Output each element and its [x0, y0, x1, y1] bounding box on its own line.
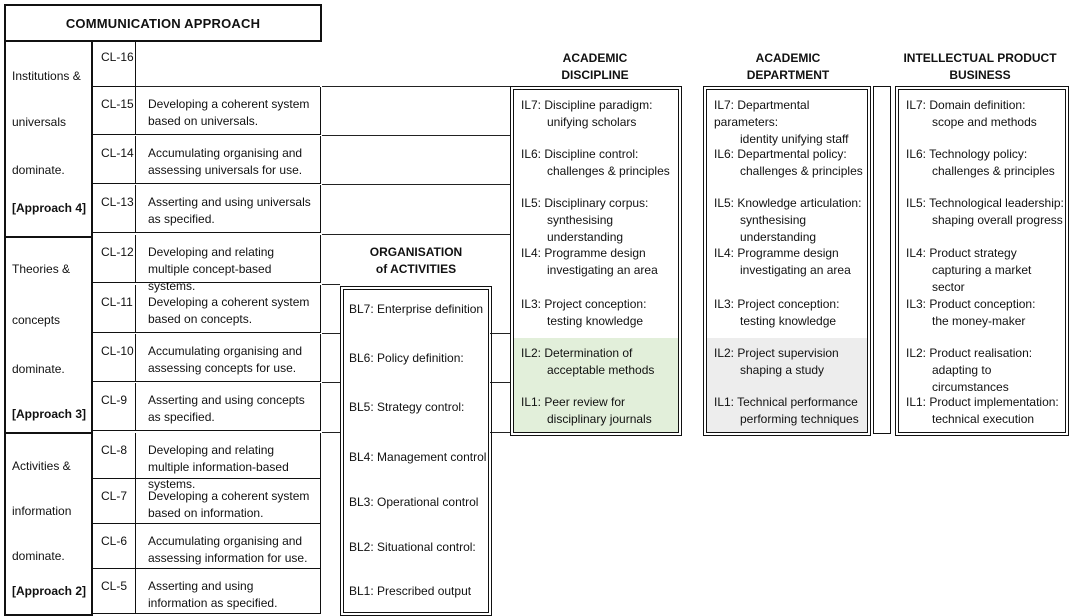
intellectual-level-item-highlighted [707, 338, 867, 387]
column-box-business [895, 86, 1069, 436]
intellectual-level-item [899, 289, 1065, 338]
item-line: IL4: Programme design [521, 246, 646, 260]
connector-line [322, 184, 510, 185]
intellectual-level-item-highlighted [514, 338, 678, 387]
band-line: information [12, 504, 72, 518]
intellectual-level-item [899, 90, 1065, 139]
column-heading-line: ACADEMIC [562, 51, 628, 65]
level-description: Developing and relating multiple information-based systems. [136, 433, 321, 479]
item-line: investigating an area [547, 263, 658, 277]
level-code: CL-7 [91, 479, 136, 524]
approach-label: [Approach 3] [12, 407, 87, 421]
intellectual-level-item [514, 188, 678, 244]
item-line: IL6: Technology policy: [906, 147, 1028, 161]
intellectual-level-item [514, 90, 678, 139]
band-line: Theories & [12, 262, 71, 276]
item-line: shaping overall progress [932, 213, 1063, 227]
column-box-inner [513, 89, 679, 433]
level-code: CL-12 [91, 235, 136, 283]
column-heading-discipline [510, 50, 680, 84]
item-line: technical execution [932, 412, 1035, 426]
item-line: adapting to circumstances [932, 363, 1009, 394]
column-heading-line: DISCIPLINE [561, 68, 629, 82]
connector-line [490, 432, 510, 433]
connector-line [322, 234, 510, 235]
item-line: identity unifying staff [740, 132, 849, 146]
item-line: IL3: Product conception: [906, 297, 1036, 311]
intellectual-level-item [899, 139, 1065, 188]
item-line: IL2: Project supervision [714, 346, 839, 360]
level-description: Developing a coherent system based on universals. [136, 87, 321, 135]
organisation-box [340, 286, 492, 616]
item-line: IL6: Discipline control: [521, 147, 639, 161]
level-description: Accumulating organising and assessing universals for use. [136, 136, 321, 184]
level-code: CL-8 [91, 433, 136, 479]
item-line: synthesising understanding [740, 213, 817, 244]
intellectual-level-item [899, 387, 1065, 432]
intellectual-level-item [707, 188, 867, 244]
item-line: IL1: Product implementation: [906, 395, 1059, 409]
intellectual-level-item [514, 238, 678, 287]
business-level-item: BL6: Policy definition: [349, 351, 464, 365]
item-line: disciplinary journals [547, 412, 652, 426]
business-level-item: BL1: Prescribed output [349, 584, 472, 598]
diagram-title: COMMUNICATION APPROACH [4, 4, 322, 42]
connector-line [322, 284, 340, 285]
item-line: investigating an area [740, 263, 851, 277]
column-heading-line: BUSINESS [949, 68, 1011, 82]
column-heading-line: DEPARTMENT [746, 68, 830, 82]
business-level-item: BL3: Operational control [349, 495, 479, 509]
item-line: performing techniques [740, 412, 859, 426]
column-heading-department [703, 50, 873, 84]
item-line: IL7: Departmental parameters: [714, 98, 810, 129]
item-line: scope and methods [932, 115, 1037, 129]
band-line: Activities & [12, 459, 71, 473]
connector-line [322, 135, 510, 136]
item-line: IL6: Departmental policy: [714, 147, 847, 161]
intellectual-level-item [899, 188, 1065, 237]
item-line: IL5: Technological leadership: [906, 196, 1064, 210]
level-description: Asserting and using universals as specified. [136, 185, 321, 233]
business-level-item: BL2: Situational control: [349, 540, 476, 554]
level-code: CL-5 [91, 569, 136, 614]
item-line: testing knowledge [740, 314, 837, 328]
item-line: synthesising understanding [547, 213, 624, 244]
band-line: dominate. [12, 549, 65, 563]
column-box-discipline [510, 86, 682, 436]
item-line: the money-maker [932, 314, 1026, 328]
approach-label: [Approach 4] [12, 201, 87, 215]
item-line: IL1: Technical performance [714, 395, 858, 409]
item-line: IL3: Project conception: [521, 297, 647, 311]
intellectual-level-item [899, 238, 1065, 294]
item-line: IL2: Determination of [521, 346, 633, 360]
intellectual-level-item [707, 90, 867, 146]
item-line: acceptable methods [547, 363, 655, 377]
intellectual-level-item [514, 139, 678, 188]
column-box-department [703, 86, 871, 436]
intellectual-level-item [707, 139, 867, 188]
intellectual-level-item [899, 338, 1065, 394]
level-code: CL-11 [91, 285, 136, 333]
band-line: universals [12, 115, 67, 129]
item-line: challenges & principles [547, 164, 670, 178]
intellectual-level-item [707, 289, 867, 338]
connector-line [322, 86, 510, 87]
band-line: Institutions & [12, 69, 81, 83]
item-line: IL5: Knowledge articulation: [714, 196, 862, 210]
connector-line [322, 333, 340, 334]
level-code: CL-6 [91, 524, 136, 569]
item-line: IL3: Project conception: [714, 297, 840, 311]
level-code: CL-13 [91, 185, 136, 233]
level-description: Developing and relating multiple concept-based systems. [136, 235, 321, 283]
organisation-heading-line: of ACTIVITIES [375, 262, 457, 276]
item-line: IL7: Domain definition: [906, 98, 1026, 112]
level-code: CL-9 [91, 383, 136, 431]
level-description: Accumulating organising and assessing concepts for use. [136, 334, 321, 382]
business-level-item: BL5: Strategy control: [349, 400, 465, 414]
item-line: unifying scholars [547, 115, 637, 129]
connector-line [490, 333, 510, 334]
organisation-heading-line: ORGANISATION [369, 245, 463, 259]
business-level-item: BL4: Management control [349, 450, 487, 464]
column-heading-line: ACADEMIC [755, 51, 821, 65]
level-code: CL-10 [91, 334, 136, 382]
item-line: IL5: Disciplinary corpus: [521, 196, 649, 210]
item-line: challenges & principles [932, 164, 1055, 178]
level-code: CL-16 [91, 40, 136, 87]
item-line: IL4: Product strategy [906, 246, 1017, 260]
band-line: concepts [12, 313, 61, 327]
approach-label: [Approach 2] [12, 584, 87, 598]
item-line: IL4: Programme design [714, 246, 839, 260]
level-description: Developing a coherent system based on information. [136, 479, 321, 524]
item-line: testing knowledge [547, 314, 644, 328]
item-line: IL2: Product realisation: [906, 346, 1033, 360]
item-line: IL1: Peer review for [521, 395, 626, 409]
business-level-item: BL7: Enterprise definition [349, 302, 484, 316]
intellectual-level-item [707, 238, 867, 287]
column-heading-line: INTELLECTUAL PRODUCT [903, 51, 1057, 65]
connector-line [322, 432, 340, 433]
item-line: capturing a market sector [932, 263, 1032, 294]
level-description: Asserting and using concepts as specified. [136, 383, 321, 431]
column-box-inner [706, 89, 868, 433]
level-description: Accumulating organising and assessing information for use. [136, 524, 321, 569]
item-line: shaping a study [740, 363, 825, 377]
column-separator [873, 86, 891, 434]
intellectual-level-item-highlighted [514, 387, 678, 432]
intellectual-level-item [514, 289, 678, 338]
approach-band-4 [4, 40, 93, 238]
organisation-heading [340, 244, 492, 278]
connector-line [322, 382, 340, 383]
approach-band-2 [4, 432, 93, 616]
level-description: Asserting and using information as specified. [136, 569, 321, 614]
column-box-inner [898, 89, 1066, 433]
level-code: CL-15 [91, 87, 136, 135]
column-heading-business [895, 50, 1065, 84]
band-line: dominate. [12, 362, 65, 376]
level-code: CL-14 [91, 136, 136, 184]
approach-band-3 [4, 236, 93, 434]
connector-line [490, 382, 510, 383]
band-line: dominate. [12, 163, 65, 177]
item-line: challenges & principles [740, 164, 863, 178]
item-line: IL7: Discipline paradigm: [521, 98, 653, 112]
level-description: Developing a coherent system based on concepts. [136, 285, 321, 333]
intellectual-level-item-highlighted [707, 387, 867, 432]
